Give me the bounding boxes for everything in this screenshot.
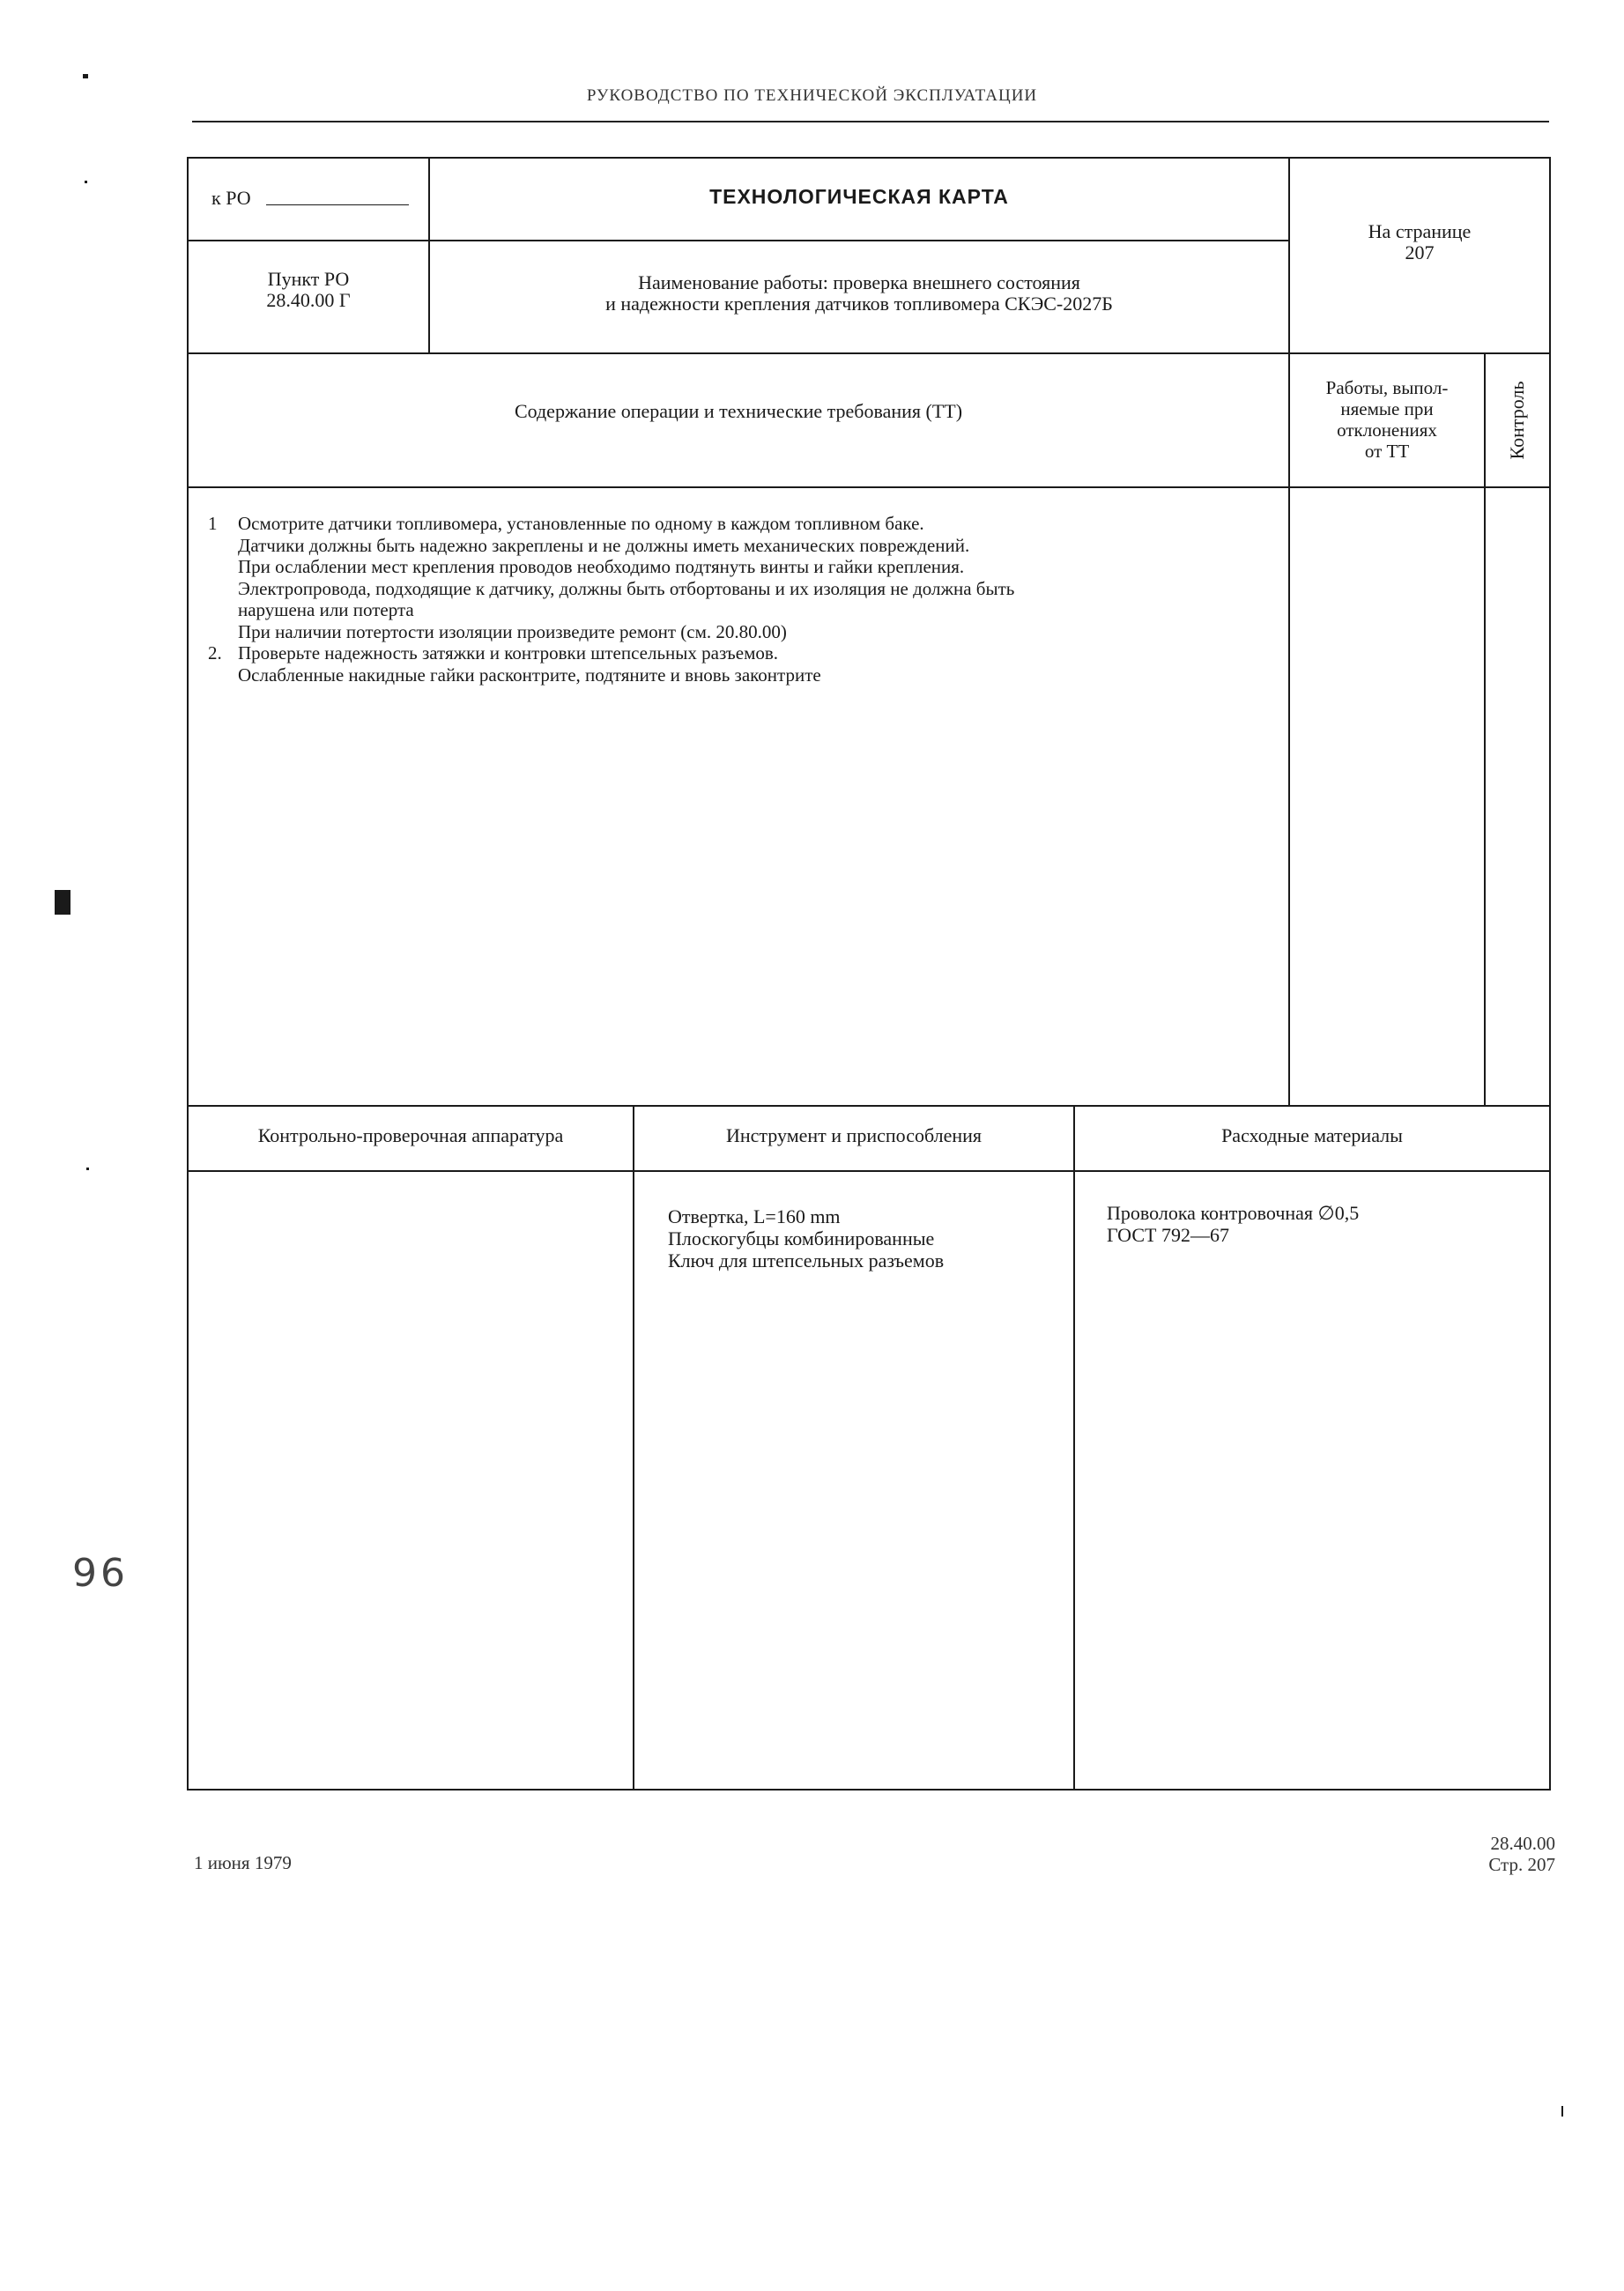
step-line: Проверьте надежность затяжки и контровки штепсельных разъемов. <box>238 642 779 664</box>
list-item: ГОСТ 792—67 <box>1107 1224 1229 1246</box>
card-title: ТЕХНОЛОГИЧЕСКАЯ КАРТА <box>709 185 1009 208</box>
tools-materials-divider <box>1073 1105 1075 1791</box>
step-line: Электропровода, подходящие к датчику, должны быть отбортованы и их изоляция не должна быть <box>238 577 1015 599</box>
footer-section-number: 28.40.00 <box>1490 1833 1555 1854</box>
table-right-border <box>1549 157 1551 1791</box>
ref-underline <box>266 204 409 205</box>
step-line: При наличии потертости изоляции произведите ремонт (см. 20.80.00) <box>238 620 787 642</box>
work-name-line-1: Наименование работы: проверка внешнего состояния <box>638 271 1080 293</box>
deviation-header-line: от ТТ <box>1364 441 1410 462</box>
item-number: 28.40.00 Г <box>266 289 351 311</box>
page-label: На странице <box>1368 220 1472 242</box>
manual-title: РУКОВОДСТВО ПО ТЕХНИЧЕСКОЙ ЭКСПЛУАТАЦИИ <box>586 86 1038 105</box>
step-item <box>208 642 1290 664</box>
table-bottom-border <box>187 1789 1551 1791</box>
step-line: нарушена или потерта <box>238 599 414 620</box>
table-top-border <box>187 157 1551 159</box>
materials-header: Расходные материалы <box>1221 1124 1403 1146</box>
list-item: Плоскогубцы комбинированные <box>668 1227 935 1249</box>
operation-steps <box>208 513 1290 686</box>
step-line: Осмотрите датчики топливомера, установленные по одному в каждом топливном баке. <box>238 513 924 534</box>
item-label: Пункт РО <box>267 268 350 290</box>
work-name-line-2: и надежности крепления датчиков топливомера СКЭС-2027Б <box>605 293 1113 315</box>
footer-page: Стр. 207 <box>1488 1854 1555 1875</box>
list-item: Проволока контровочная ∅0,5 <box>1107 1202 1360 1224</box>
title-row-divider <box>187 240 1288 241</box>
margin-dot <box>86 1168 89 1170</box>
equipment-tools-divider <box>633 1105 634 1791</box>
resources-top-divider <box>187 1105 1551 1107</box>
header-bottom-divider <box>187 352 1551 354</box>
step-number: 2. <box>208 642 222 664</box>
page-number: 207 <box>1405 241 1435 263</box>
step-line: Датчики должны быть надежно закреплены и не должны иметь механических повреждений. <box>238 534 970 556</box>
content-header: Содержание операции и технические требования (ТТ) <box>514 400 963 422</box>
header-rule <box>192 121 1549 122</box>
equipment-header: Контрольно-проверочная аппаратура <box>257 1124 564 1146</box>
list-item: Отвертка, L=160 mm <box>668 1205 841 1227</box>
step-line: Ослабленные накидные гайки расконтрите, подтяните и вновь законтрите <box>238 664 821 686</box>
margin-dot <box>85 181 87 183</box>
tools-header: Инструмент и приспособления <box>725 1124 983 1146</box>
deviation-header <box>1290 377 1484 462</box>
materials-list <box>1107 1202 1539 1246</box>
margin-dot <box>1561 2106 1563 2117</box>
step-number: 1 <box>208 513 218 534</box>
deviation-header-line: отклонениях <box>1337 419 1437 441</box>
margin-dot <box>83 74 88 78</box>
step-line: При ослаблении мест крепления проводов необходимо подтянуть винты и гайки крепления. <box>238 556 965 577</box>
footer-date: 1 июня 1979 <box>194 1852 292 1873</box>
step-item <box>208 513 1290 535</box>
list-item: Ключ для штепсельных разъемов <box>668 1249 945 1272</box>
ref-label: к РО <box>211 187 251 209</box>
deviation-header-line: Работы, выпол- <box>1325 377 1449 398</box>
tools-list <box>668 1205 1064 1272</box>
deviation-header-line: няемые при <box>1340 398 1434 419</box>
column-header-divider <box>187 486 1551 488</box>
margin-black-marker <box>55 890 70 915</box>
margin-handwritten-note: 96 <box>72 1551 129 1596</box>
control-header: Контроль <box>1506 381 1528 460</box>
control-header-cell <box>1486 354 1549 486</box>
resources-header-divider <box>187 1170 1551 1172</box>
